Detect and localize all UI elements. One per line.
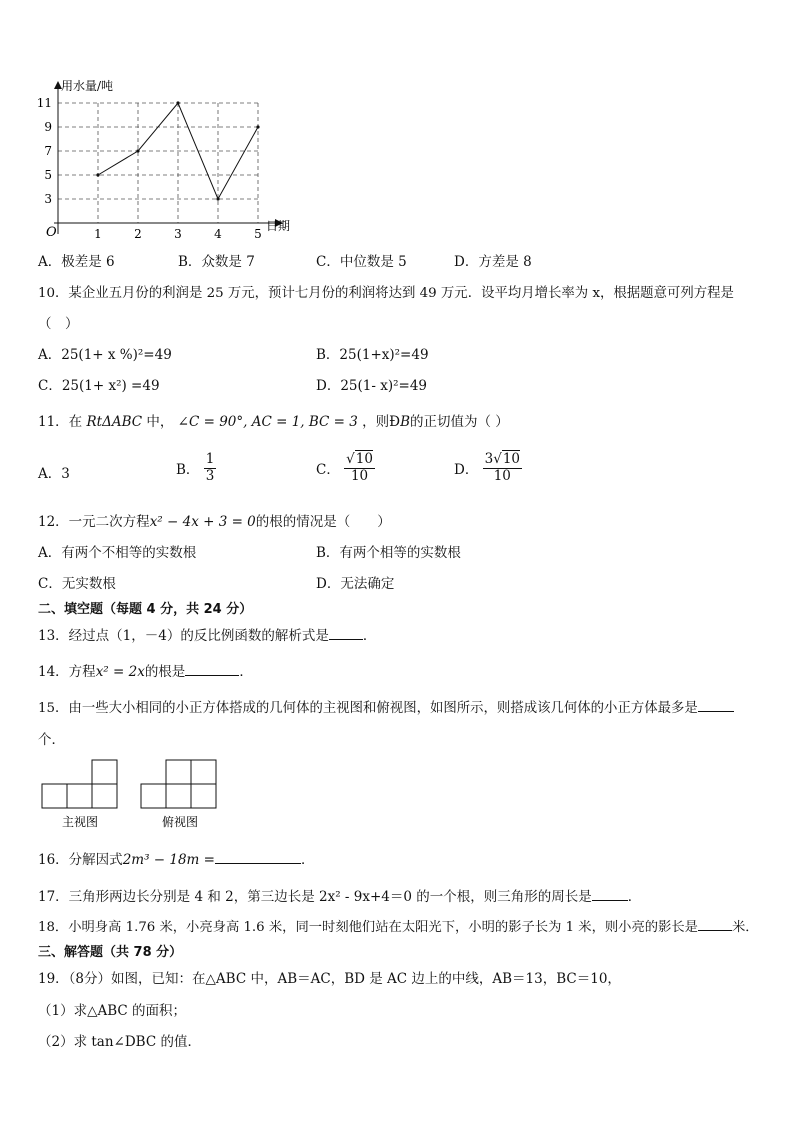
q11-text-mid2: ，则Ð — [362, 414, 401, 430]
q14-blank — [185, 675, 239, 676]
q10-option-d: D．25(1- x)²=49 — [316, 378, 427, 394]
q9-option-a: A．极差是 6 — [38, 254, 115, 270]
y-tick-label: 3 — [44, 192, 52, 206]
top-view — [141, 760, 216, 808]
q16-expression: 2m³ − 18m = — [122, 852, 215, 868]
q10-stem: 10．某企业五月份的利润是 25 万元，预计七月份的利润将达到 49 万元．设平均月增长率为 x，根据题意可列方程是 — [38, 286, 734, 301]
q11-number: 11．在 — [38, 414, 83, 430]
y-tick-label: 11 — [36, 96, 52, 110]
q16-blank — [215, 863, 301, 864]
q15-blank — [698, 711, 734, 712]
q12-option-a: A．有两个不相等的实数根 — [38, 545, 197, 561]
q9-option-d: D．方差是 8 — [454, 254, 532, 270]
data-point — [96, 173, 99, 176]
front-view-label: 主视图 — [62, 815, 99, 829]
q9-option-b: B．众数是 7 — [178, 254, 255, 270]
x-axis-label: 日期 — [266, 219, 291, 233]
x-tick-label: 1 — [94, 227, 102, 241]
q11-option-c: C． $\frac{√10}{10}$ — [316, 451, 373, 484]
q11-b-fraction: $\frac{1}{3}$ — [205, 451, 215, 484]
q11-text-mid: 中， — [146, 414, 174, 430]
q16: 16．分解因式2m³ − 18m = ． — [38, 852, 315, 868]
q11-a-value: 3 — [61, 466, 70, 482]
front-view — [42, 760, 117, 808]
water-usage-line-chart — [30, 72, 300, 242]
q11-c-fraction: $\frac{√10}{10}$ — [346, 451, 373, 484]
origin-label: O — [46, 225, 57, 240]
q15-views-figure — [40, 758, 240, 832]
q18-blank — [698, 930, 732, 931]
x-tick-label: 4 — [214, 227, 222, 241]
q19-stem: 19．（8分）如图，已知：在△ABC 中，AB＝AC，BD 是 AC 边上的中线，AB＝13，BC＝10， — [38, 971, 621, 987]
q11-text-tail: 的正切值为（ ） — [409, 414, 509, 430]
q9-option-c: C．中位数是 5 — [316, 254, 407, 270]
section-2-heading: 二、填空题（每题 4 分，共 24 分） — [38, 602, 253, 617]
q15-line2: 个． — [38, 732, 65, 748]
data-point — [216, 197, 219, 200]
q11-stem — [38, 410, 509, 430]
data-point — [176, 101, 179, 104]
q10-option-b: B．25(1+x)²=49 — [316, 347, 429, 363]
q17: 17．三角形两边长分别是 4 和 2，第三边长是 2x² ‑ 9x+4＝0 的一个根，则三角形的周长是 ． — [38, 889, 642, 905]
q13: 13．经过点（1，－4）的反比例函数的解析式是 ． — [38, 628, 377, 644]
q11-angle-b: B — [400, 414, 410, 430]
q10-option-c: C．25(1+ x²) =49 — [38, 378, 160, 394]
q11-d-fraction: $\frac{3√10}{10}$ — [484, 451, 521, 484]
q14-equation: x² = 2x — [95, 664, 145, 680]
q13-blank — [329, 639, 363, 640]
q12-option-d: D．无法确定 — [316, 576, 395, 592]
x-tick-label: 3 — [174, 227, 182, 241]
y-tick-label: 5 — [44, 168, 52, 182]
q12-option-c: C．无实数根 — [38, 576, 116, 592]
q11-condition: ∠C = 90°, AC = 1, BC = 3 — [177, 414, 358, 430]
chart-grid — [58, 103, 258, 223]
q10-option-a: A．25(1+ x %)²=49 — [38, 347, 172, 363]
q11-option-a: A．3 — [38, 466, 70, 482]
y-axis-label: 用水量/吨 — [61, 79, 114, 93]
q18: 18．小明身高 1.76 米，小亮身高 1.6 米，同一时刻他们站在太阳光下，小明的影子长为 1 米，则小亮的影长是 米． — [38, 920, 759, 935]
q14: 14．方程x² = 2x的根是 ． — [38, 664, 253, 680]
q15-line1: 15．由一些大小相同的小正方体搭成的几何体的主视图和俯视图，如图所示，则搭成该几何体的小正方体最多是 — [38, 697, 734, 716]
x-tick-label: 2 — [134, 227, 142, 241]
y-tick-label: 9 — [44, 120, 52, 134]
y-tick-label: 7 — [44, 144, 52, 158]
data-point — [256, 125, 259, 128]
data-point — [136, 149, 139, 152]
q19-part-2: （2）求 tan∠DBC 的值． — [38, 1034, 201, 1050]
q11-triangle: RtΔABC — [86, 414, 143, 430]
x-tick-label: 5 — [254, 227, 262, 241]
q10-paren: （ ） — [38, 316, 79, 332]
q12-option-b: B．有两个相等的实数根 — [316, 545, 461, 561]
q17-blank — [592, 900, 628, 901]
section-3-heading: 三、解答题（共 78 分） — [38, 945, 183, 960]
q12-equation: x² − 4x + 3 = 0 — [149, 514, 256, 530]
q11-option-b: B． $\frac{1}{3}$ — [176, 451, 215, 484]
chart-ticks — [37, 96, 262, 241]
q19-part-1: （1）求△ABC 的面积； — [38, 1003, 187, 1019]
q11-option-d: D． $\frac{3√10}{10}$ — [454, 451, 521, 484]
q12-stem: 12．一元二次方程x² − 4x + 3 = 0的根的情况是（ ） — [38, 514, 391, 530]
top-view-label: 俯视图 — [162, 815, 199, 829]
